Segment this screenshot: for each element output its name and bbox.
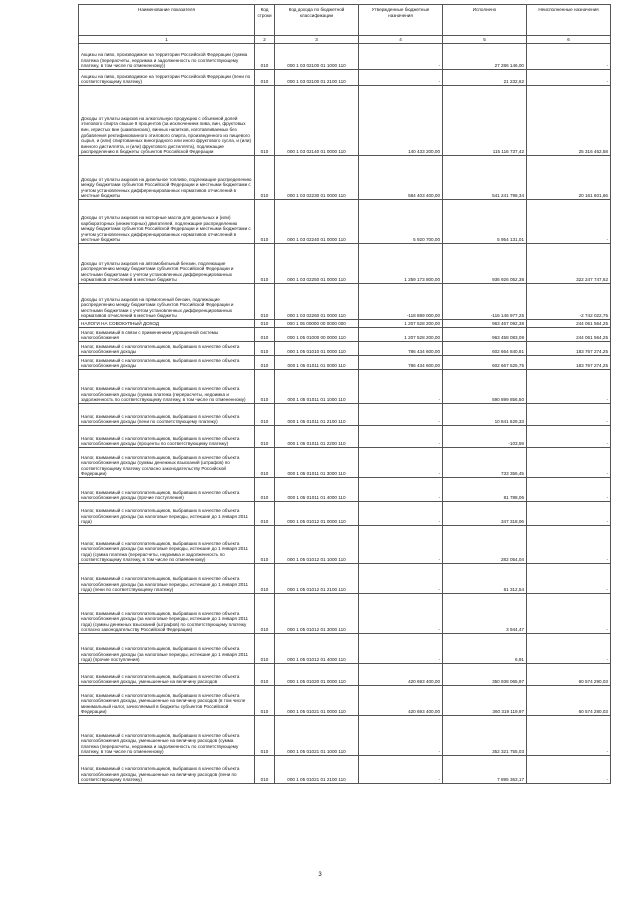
row-unexecuted: 183 767 274,25	[527, 356, 611, 370]
column-number-row	[79, 36, 611, 44]
table-row	[79, 448, 611, 478]
row-executed: 590 899 856,50	[443, 370, 527, 404]
table-row	[79, 502, 611, 526]
row-code: 010	[255, 634, 275, 664]
row-kbk: 000 1 03 02250 01 0000 110	[275, 244, 359, 284]
row-kbk: 000 1 05 01010 01 0000 110	[275, 342, 359, 356]
row-approved: -	[359, 404, 443, 426]
header-name: Наименование показателя	[79, 5, 255, 36]
row-name: Налог, взимаемый с налогоплательщиков, выбравших в качестве объекта налогообложения доходы (за налоговые периоды, истекшие до 1 января 2011 года) (прочие поступления)	[79, 634, 255, 664]
row-unexecuted: -	[527, 526, 611, 564]
row-kbk: 000 1 05 01021 01 0000 110	[275, 686, 359, 716]
row-executed: -116 146 977,25	[443, 284, 527, 320]
row-unexecuted: 244 061 564,25	[527, 320, 611, 328]
row-kbk: 000 1 03 02140 01 0000 110	[275, 86, 359, 156]
row-name: Налог, взимаемый с налогоплательщиков, выбравших в качестве объекта налогообложения доходы (сумма платежа (перерасчеты, недоимка и задолженность по соответствующему платежу, в том числе по отмененному)	[79, 370, 255, 404]
row-name: Налог, взимаемый с налогоплательщиков, выбравших в качестве объекта налогообложения доходы, уменьшенные на величину расходов (сумма платежа (перерасчеты, недоимка и задолженность по соответствующему платежу, в том числе по отмененному)	[79, 716, 255, 756]
col-number: 2	[255, 36, 275, 44]
table-row	[79, 200, 611, 244]
row-kbk: 000 1 05 01011 01 0000 110	[275, 356, 359, 370]
row-code: 010	[255, 370, 275, 404]
row-kbk: 000 1 05 01012 01 2100 110	[275, 564, 359, 594]
table-row	[79, 526, 611, 564]
col-number: 1	[79, 36, 255, 44]
row-kbk: 000 1 05 01020 01 0000 110	[275, 664, 359, 686]
row-name: Налог, взимаемый с налогоплательщиков, выбравших в качестве объекта налогообложения доходы, уменьшенные на величину расходов (в том числе минимальный налог, зачисляемый в бюджеты субъектов Российской Федерации)	[79, 686, 255, 716]
row-code: 010	[255, 426, 275, 448]
row-executed: 360 319 119,97	[443, 686, 527, 716]
table-row	[79, 370, 611, 404]
table-row	[79, 686, 611, 716]
header-unexecuted: Неисполненные назначения	[527, 5, 611, 36]
row-code: 010	[255, 404, 275, 426]
row-kbk: 000 1 03 02230 01 0000 110	[275, 156, 359, 200]
row-kbk: 000 1 03 02100 01 2100 110	[275, 70, 359, 86]
row-approved: 1 207 528 200,00	[359, 328, 443, 342]
row-executed: 352 321 755,03	[443, 716, 527, 756]
row-code: 010	[255, 564, 275, 594]
table-row	[79, 342, 611, 356]
row-unexecuted: 183 767 274,25	[527, 342, 611, 356]
row-kbk: 000 1 03 02100 01 1000 110	[275, 44, 359, 70]
row-name: Налог, взимаемый с налогоплательщиков, выбравших в качестве объекта налогообложения доходы (проценты по соответствующему платежу)	[79, 426, 255, 448]
table-row	[79, 70, 611, 86]
table-row	[79, 404, 611, 426]
row-approved: 420 693 400,00	[359, 686, 443, 716]
row-executed: 10 841 629,33	[443, 404, 527, 426]
row-code: 010	[255, 320, 275, 328]
page-number: 3	[318, 872, 322, 878]
row-approved: -	[359, 564, 443, 594]
row-approved: 584 403 400,00	[359, 156, 443, 200]
row-executed: 21 232,62	[443, 70, 527, 86]
row-unexecuted: 60 574 290,03	[527, 664, 611, 686]
row-executed: 963 467 092,38	[443, 320, 527, 328]
row-approved: -	[359, 426, 443, 448]
row-name: НАЛОГИ НА СОВОКУПНЫЙ ДОХОД	[79, 320, 255, 328]
row-code: 010	[255, 686, 275, 716]
row-kbk: 000 1 05 01000 00 0000 110	[275, 328, 359, 342]
table-row	[79, 284, 611, 320]
row-name: Налог, взимаемый с налогоплательщиков, выбравших в качестве объекта налогообложения доходы (за налоговые периоды, истекшие до 1 января 2011 года) (суммы денежных взысканий (штрафов) по соответствующему платежу согласно законодательству Российской Федерации)	[79, 594, 255, 634]
row-executed: 733 356,45	[443, 448, 527, 478]
table-row	[79, 716, 611, 756]
row-code: 010	[255, 200, 275, 244]
row-approved: 5 920 700,00	[359, 200, 443, 244]
row-executed: 5 954 131,01	[443, 200, 527, 244]
row-approved: 140 433 200,00	[359, 86, 443, 156]
row-name: Доходы от уплаты акцизов на дизельное топливо, подлежащие распределению между бюджетами субъектов Российской Федерации и местными бюджетами с учетом установленных дифференцированных нормативов отчислений в местные бюджеты	[79, 156, 255, 200]
row-kbk: 000 1 05 01011 01 2100 110	[275, 404, 359, 426]
row-executed: 282 054,04	[443, 526, 527, 564]
table-row	[79, 634, 611, 664]
row-unexecuted: 244 061 564,25	[527, 328, 611, 342]
row-name: Доходы от уплаты акцизов на алкогольную продукцию с объемной долей этилового спирта свыше 9 процентов (за исключением пива, вин, фруктовых вин, игристых вин (шампанских), винных напитков, изготавливаемых без добавления ректификованного этилового спирта, произведенного из пищевого сырья, и (или) спиртованных виноградного или иного фруктового сусла, и (или) винного дистиллята, и (или) фруктового дистиллята), подлежащие распределению в бюджеты субъектов Российской Федерации	[79, 86, 255, 156]
row-name: Налог, взимаемый в связи с применением упрощенной системы налогообложения	[79, 328, 255, 342]
row-name: Доходы от уплаты акцизов на прямогонный бензин, подлежащие распределению между бюджетами субъектов Российской Федерации и местными бюджетами с учетом установленных дифференцированных нормативов отчислений в местные бюджеты	[79, 284, 255, 320]
row-name: Доходы от уплаты акцизов на автомобильный бензин, подлежащие распределению между бюджетами субъектов Российской Федерации и местными бюджетами с учетом установленных дифференцированных нормативов отчислений в местные бюджеты	[79, 244, 255, 284]
row-unexecuted: -	[527, 426, 611, 448]
row-executed: 3 944,47	[443, 594, 527, 634]
row-executed: 6,91	[443, 634, 527, 664]
row-unexecuted: -	[527, 756, 611, 784]
row-kbk: 000 1 05 01011 01 2200 110	[275, 426, 359, 448]
row-approved: 1 259 173 800,00	[359, 244, 443, 284]
row-executed: 602 667 525,75	[443, 356, 527, 370]
row-kbk: 000 1 05 00000 00 0000 000	[275, 320, 359, 328]
table-row	[79, 356, 611, 370]
row-name: Налог, взимаемый с налогоплательщиков, выбравших в качестве объекта налогообложения доходы (суммы денежных взысканий (штрафов) по соответствующему платежу согласно законодательству Российской Федерации)	[79, 448, 255, 478]
table-row	[79, 156, 611, 200]
row-kbk: 000 1 05 01012 01 4000 110	[275, 634, 359, 664]
revenue-table	[78, 4, 611, 784]
row-executed: 81 788,06	[443, 478, 527, 502]
row-executed: 936 926 052,38	[443, 244, 527, 284]
row-approved: -	[359, 448, 443, 478]
row-code: 010	[255, 756, 275, 784]
header-executed: Исполнено	[443, 5, 527, 36]
row-kbk: 000 1 05 01012 01 0000 110	[275, 502, 359, 526]
table-row	[79, 244, 611, 284]
table-row	[79, 756, 611, 784]
row-executed: 347 318,06	[443, 502, 527, 526]
row-approved: -	[359, 594, 443, 634]
row-unexecuted: -2 742 022,75	[527, 284, 611, 320]
row-code: 010	[255, 70, 275, 86]
row-unexecuted: -	[527, 70, 611, 86]
row-name: Налог, взимаемый с налогоплательщиков, выбравших в качестве объекта налогообложения доходы (за налоговые периоды, истекшие до 1 января 2011 года) (сумма платежа (перерасчеты, недоимка и задолженность по соответствующему платежу, в том числе по отмененному)	[79, 526, 255, 564]
row-unexecuted: -	[527, 44, 611, 70]
row-approved: 786 434 600,00	[359, 356, 443, 370]
table-row	[79, 426, 611, 448]
row-kbk: 000 1 03 02260 01 0000 110	[275, 284, 359, 320]
row-name: Налог, взимаемый с налогоплательщиков, выбравших в качестве объекта налогообложения доходы (за налоговые периоды, истекшие до 1 января 2011 года) (пени по соответствующему платежу)	[79, 564, 255, 594]
row-approved: -118 889 000,00	[359, 284, 443, 320]
row-name: Налог, взимаемый с налогоплательщиков, выбравших в качестве объекта налогообложения доходы	[79, 342, 255, 356]
row-code: 010	[255, 328, 275, 342]
row-code: 010	[255, 44, 275, 70]
row-unexecuted: 322 247 747,62	[527, 244, 611, 284]
row-code: 010	[255, 356, 275, 370]
row-code: 010	[255, 526, 275, 564]
row-code: 010	[255, 448, 275, 478]
row-name: Налог, взимаемый с налогоплательщиков, выбравших в качестве объекта налогообложения доходы, уменьшенные на величину расходов	[79, 664, 255, 686]
row-code: 010	[255, 478, 275, 502]
row-code: 010	[255, 502, 275, 526]
row-name: Налог, взимаемый с налогоплательщиков, выбравших в качестве объекта налогообложения доходы (за налоговые периоды, истекшие до 1 января 2011 года)	[79, 502, 255, 526]
row-unexecuted: -	[527, 564, 611, 594]
row-kbk: 000 1 05 01011 01 4000 110	[275, 478, 359, 502]
table-row	[79, 664, 611, 686]
row-approved: -	[359, 716, 443, 756]
row-approved: -	[359, 756, 443, 784]
row-unexecuted: -	[527, 200, 611, 244]
header-approved: Утвержденные бюджетные назначения	[359, 5, 443, 36]
table-row	[79, 564, 611, 594]
row-kbk: 000 1 05 01012 01 3000 110	[275, 594, 359, 634]
row-name: Доходы от уплаты акцизов на моторные масла для дизельных и (или) карбюраторных (инжекторных) двигателей, подлежащие распределению между бюджетами субъектов Российской Федерации и местными бюджетами с учетом установленных дифференцированных нормативов отчислений в местные бюджеты	[79, 200, 255, 244]
table-row	[79, 478, 611, 502]
row-unexecuted: -	[527, 404, 611, 426]
row-code: 010	[255, 594, 275, 634]
row-executed: 7 895 363,17	[443, 756, 527, 784]
row-kbk: 000 1 05 01021 01 2100 110	[275, 756, 359, 784]
col-number: 5	[443, 36, 527, 44]
row-approved: -	[359, 70, 443, 86]
row-executed: 602 664 840,81	[443, 342, 527, 356]
row-unexecuted: -	[527, 478, 611, 502]
row-approved: -	[359, 526, 443, 564]
row-name: Налог, взимаемый с налогоплательщиков, выбравших в качестве объекта налогообложения доходы	[79, 356, 255, 370]
row-kbk: 000 1 03 02240 01 0000 110	[275, 200, 359, 244]
row-unexecuted: 25 316 462,58	[527, 86, 611, 156]
row-approved: 420 693 400,00	[359, 664, 443, 686]
row-code: 010	[255, 716, 275, 756]
row-unexecuted: 60 574 280,03	[527, 686, 611, 716]
row-unexecuted: -	[527, 716, 611, 756]
row-kbk: 000 1 05 01012 01 1000 110	[275, 526, 359, 564]
row-approved: 1 207 528 200,00	[359, 320, 443, 328]
table-row	[79, 594, 611, 634]
row-executed: 115 116 737,42	[443, 86, 527, 156]
row-name: Налог, взимаемый с налогоплательщиков, выбравших в качестве объекта налогообложения доходы (прочие поступления)	[79, 478, 255, 502]
row-executed: 350 938 065,97	[443, 664, 527, 686]
row-approved: -	[359, 478, 443, 502]
row-name: Налог, взимаемый с налогоплательщиков, выбравших в качестве объекта налогообложения доходы, уменьшенные на величину расходов (пени по соответствующему платежу)	[79, 756, 255, 784]
row-name: Налог, взимаемый с налогоплательщиков, выбравших в качестве объекта налогообложения доходы (пени по соответствующему платежу)	[79, 404, 255, 426]
row-unexecuted: -	[527, 634, 611, 664]
row-kbk: 000 1 05 01021 01 1000 110	[275, 716, 359, 756]
row-approved: -	[359, 44, 443, 70]
header-code: Код строки	[255, 5, 275, 36]
table-row	[79, 44, 611, 70]
row-code: 010	[255, 664, 275, 686]
row-name: Акцизы на пиво, производимое на территории Российской Федерации (пени по соответствующему платежу)	[79, 70, 255, 86]
col-number: 6	[527, 36, 611, 44]
col-number: 3	[275, 36, 359, 44]
row-approved: -	[359, 634, 443, 664]
row-approved: -	[359, 370, 443, 404]
table-row	[79, 320, 611, 328]
row-code: 010	[255, 342, 275, 356]
row-kbk: 000 1 05 01011 01 1000 110	[275, 370, 359, 404]
header-kbk: Код дохода по бюджетной классификации	[275, 5, 359, 36]
row-unexecuted: -	[527, 594, 611, 634]
table-header-row	[79, 5, 611, 36]
col-number: 4	[359, 36, 443, 44]
row-approved: -	[359, 502, 443, 526]
row-executed: 27 286 146,00	[443, 44, 527, 70]
table-body	[79, 44, 611, 784]
row-code: 010	[255, 86, 275, 156]
row-unexecuted: -	[527, 370, 611, 404]
row-executed: 963 458 083,08	[443, 328, 527, 342]
row-code: 010	[255, 284, 275, 320]
row-executed: 541 241 798,34	[443, 156, 527, 200]
report-page	[78, 4, 610, 784]
row-approved: 786 434 600,00	[359, 342, 443, 356]
row-kbk: 000 1 05 01011 01 3000 110	[275, 448, 359, 478]
row-name: Акцизы на пиво, производимое на территории Российской Федерации (сумма платежа (перерасчеты, недоимка и задолженность по соответствующему платежу, в том числе по отмененному))	[79, 44, 255, 70]
row-code: 010	[255, 156, 275, 200]
table-row	[79, 86, 611, 156]
row-executed: -103,59	[443, 426, 527, 448]
table-row	[79, 328, 611, 342]
row-code: 010	[255, 244, 275, 284]
row-executed: 61 312,54	[443, 564, 527, 594]
row-unexecuted: -	[527, 502, 611, 526]
row-unexecuted: 20 161 601,66	[527, 156, 611, 200]
row-unexecuted: -	[527, 448, 611, 478]
